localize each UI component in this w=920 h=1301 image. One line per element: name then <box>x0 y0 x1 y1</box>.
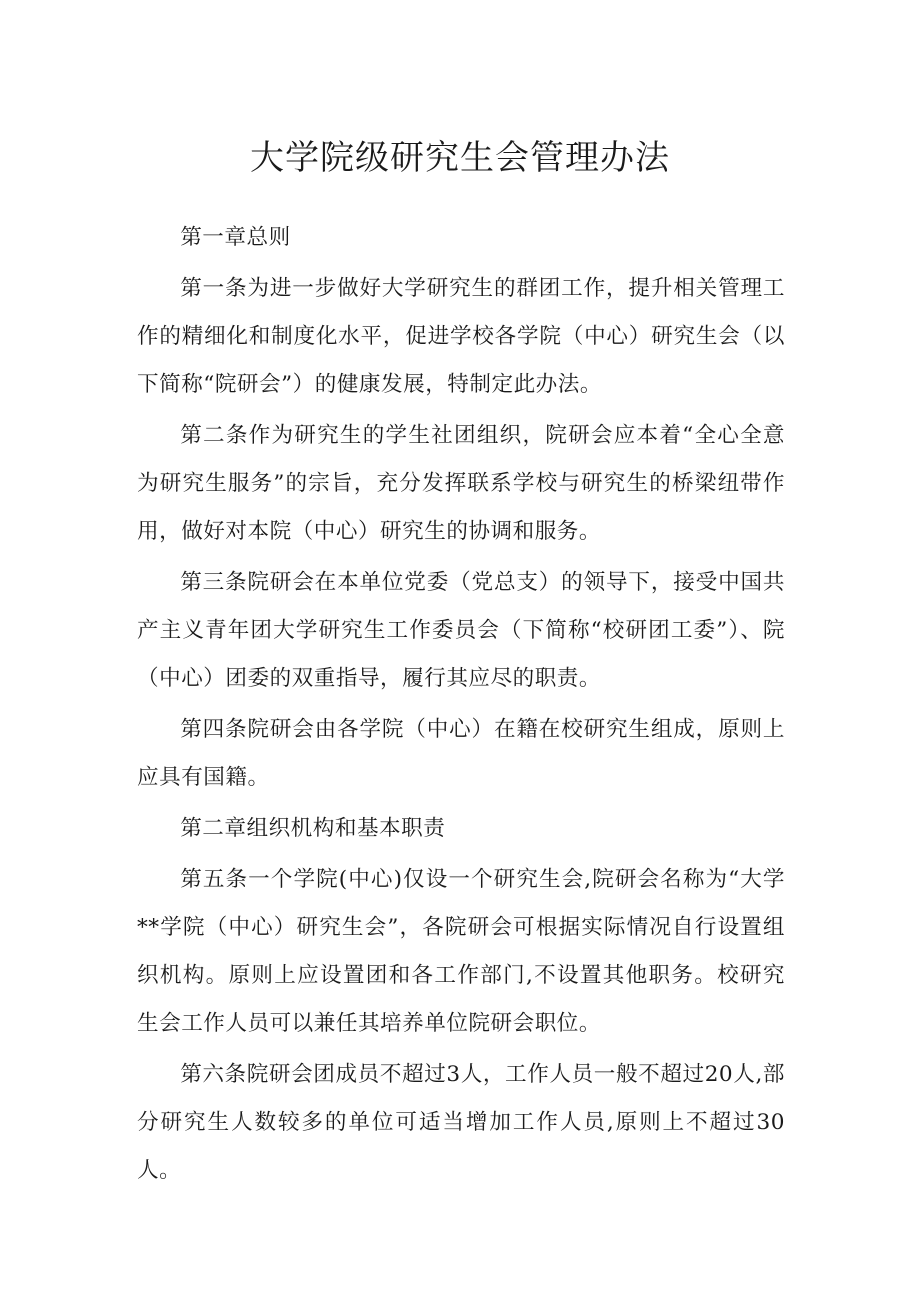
document-title: 大学院级研究生会管理办法 <box>250 138 670 178</box>
article-paragraph: 第二条作为研究生的学生社团组织，院研会应本着“全心全意为研究生服务”的宗旨，充分发挥联系学校与研究生的桥梁纽带作用，做好对本院（中心）研究生的协调和服务。 <box>137 423 785 544</box>
article-paragraph: 第五条一个学院(中心)仅设一个研究生会,院研会名称为“大学**学院（中心）研究生会”，各院研会可根据实际情况自行设置组织机构。原则上应设置团和各工作部门,不设置其他职务。校研究生会工作人员可以兼任其培养单位院研会职位。 <box>137 867 785 1036</box>
chapter-heading: 第一章总则 <box>180 225 291 250</box>
chapter-heading: 第二章组织机构和基本职责 <box>180 816 446 841</box>
article-paragraph: 第四条院研会由各学院（中心）在籍在校研究生组成，原则上应具有国籍。 <box>137 717 785 790</box>
document-body <box>137 214 785 1195</box>
article-paragraph: 第六条院研会团成员不超过3人，工作人员一般不超过20人,部分研究生人数较多的单位可适当增加工作人员,原则上不超过30人。 <box>137 1062 785 1183</box>
article-paragraph: 第三条院研会在本单位党委（党总支）的领导下，接受中国共产主义青年团大学研究生工作委员会（下简称“校研团工委”）、院（中心）团委的双重指导，履行其应尽的职责。 <box>137 570 785 691</box>
article-paragraph: 第一条为进一步做好大学研究生的群团工作，提升相关管理工作的精细化和制度化水平，促进学校各学院（中心）研究生会（以下简称“院研会”）的健康发展，特制定此办法。 <box>137 276 785 397</box>
